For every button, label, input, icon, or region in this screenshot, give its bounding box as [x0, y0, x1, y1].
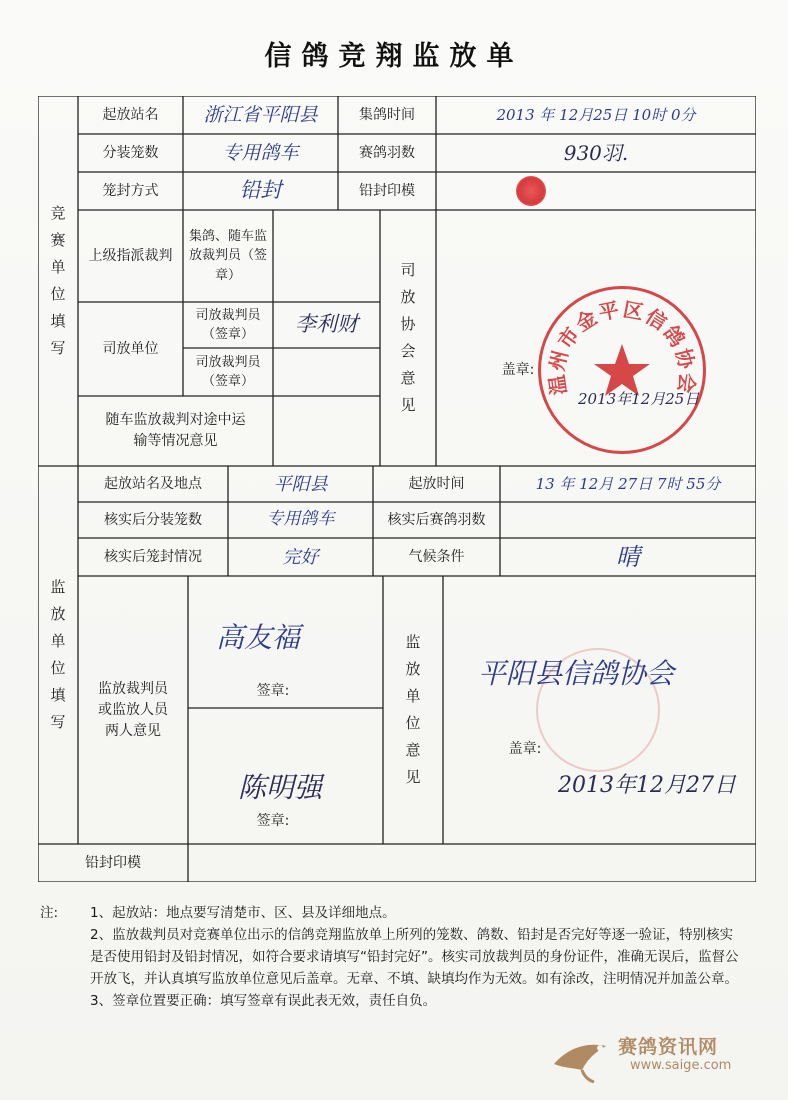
release-unit-label: 司放单位	[102, 340, 159, 357]
verified-cages-value: 专用鸽车	[266, 509, 335, 530]
release-judge-2-sign-field[interactable]	[273, 348, 380, 396]
collection-time-field[interactable]	[436, 96, 756, 134]
vertical-label-char: 司	[400, 261, 416, 279]
vertical-label-char: 写	[50, 713, 66, 731]
vertical-label-char: 位	[50, 659, 66, 677]
final-seal-label: 铅封印模	[85, 854, 141, 871]
note-item: 2、监放裁判员对竞赛单位出示的信鸽竞翔监放单上所列的笼数、鸽数、铅封是否完好等逐一验证，特别核实是否使用铅封及铅封情况，如符合要求请填写“铅封完好”。核实司放裁判员的身份证件，准确无误后，监督公开放飞，并认真填写监放单位意见后盖章。无章、不填、缺填均作为无效。如有涂改，注明情况并加盖公章。	[90, 927, 739, 987]
association-seal-graphic	[538, 286, 706, 454]
vertical-label-char: 见	[405, 768, 421, 786]
release-judge-1-sign-field[interactable]	[273, 302, 380, 348]
vertical-label-char: 会	[400, 342, 416, 360]
seal-method-value: 铅封	[239, 178, 282, 203]
vertical-label-char: 竞	[50, 204, 66, 222]
weather-value: 晴	[616, 543, 640, 571]
notes-lead: 注:	[40, 905, 59, 921]
transport-opinion-label: 随车监放裁判对途中运输等情况意见	[105, 412, 246, 449]
collection-time-value: 2013 年 12月25日 10时 0分	[496, 105, 696, 124]
vertical-label-char: 单	[50, 258, 66, 276]
vertical-label-char: 单	[50, 632, 66, 650]
vertical-label-char: 见	[400, 396, 416, 414]
watermark-url: www.saige.com	[630, 1058, 732, 1073]
vertical-label-char: 监	[405, 633, 421, 651]
vertical-label-char: 写	[50, 339, 66, 357]
vertical-label-char: 赛	[50, 231, 66, 249]
site-watermark	[548, 1018, 758, 1088]
vertical-label-char: 位	[405, 714, 421, 732]
vertical-label-char: 放	[405, 660, 421, 678]
vertical-label-char: 放	[400, 288, 416, 306]
supervision-form	[38, 96, 756, 882]
unit-opinion-value: 平阳县信鸽协会	[478, 657, 675, 690]
unit-opinion-label	[383, 576, 443, 844]
pigeon-logo-icon	[548, 1018, 618, 1088]
vertical-label-char: 单	[405, 687, 421, 705]
vertical-label-char: 位	[50, 285, 66, 303]
assigned-judge-label: 上级指派裁判	[88, 247, 173, 264]
packaging-field[interactable]	[183, 134, 338, 172]
vertical-label-char: 填	[50, 686, 66, 704]
verified-seal-field[interactable]	[228, 538, 373, 576]
seal-method-label: 笼封方式	[102, 182, 159, 199]
vertical-label-char: 意	[400, 369, 416, 387]
association-date: 2013年12月25日	[578, 390, 700, 408]
judge-2-sign-label: 签章:	[256, 812, 290, 829]
verified-seal-value: 完好	[282, 546, 319, 568]
release-time-field[interactable]	[500, 466, 756, 502]
vertical-label-char: 放	[50, 605, 66, 623]
judge-2-signature: 陈明强	[238, 771, 323, 804]
document-title: 信鸽竞翔监放单	[264, 41, 524, 72]
release-judge-1-label: 司放裁判员（签章）	[195, 307, 261, 342]
verified-cages-field[interactable]	[228, 502, 373, 538]
escort-judge-label: 集鸽、随车监放裁判员（签章）	[188, 228, 267, 283]
weather-label: 气候条件	[408, 548, 465, 565]
transport-opinion-field[interactable]	[273, 396, 380, 466]
vertical-label-char: 监	[50, 578, 66, 596]
station-place-value: 平阳县	[273, 473, 328, 495]
packaging-value: 专用鸽车	[222, 141, 299, 164]
seal-method-field[interactable]	[183, 172, 338, 210]
note-item: 3、签章位置要正确：填写签章有误此表无效，责任自负。	[90, 993, 437, 1009]
weather-field[interactable]	[500, 538, 756, 576]
note-item: 1、起放站：地点要写清楚市、区、县及详细地点。	[90, 905, 396, 921]
supervision-unit-section-label	[38, 466, 78, 844]
vertical-label-char: 协	[400, 315, 416, 333]
pigeon-count-label: 赛鸽羽数	[359, 144, 415, 161]
association-seal	[538, 286, 706, 454]
seal-imprint-label: 铅封印模	[359, 182, 415, 199]
judge-1-signature: 高友福	[216, 621, 301, 654]
watermark-name: 赛鸽资讯网	[618, 1036, 719, 1058]
lead-seal-imprint	[516, 176, 546, 206]
judges-opinion-label: 监放裁判员或监放人员两人意见	[98, 680, 168, 739]
packaging-label: 分装笼数	[102, 144, 159, 161]
verified-count-label: 核实后赛鸽羽数	[387, 511, 486, 528]
vertical-label-char: 填	[50, 312, 66, 330]
station-place-label: 起放站名及地点	[104, 475, 202, 492]
verified-seal-label: 核实后笼封情况	[104, 548, 202, 565]
unit-date: 2013年12月27日	[558, 773, 736, 798]
verified-count-field[interactable]	[500, 502, 756, 538]
unit-sign-label: 盖章:	[508, 740, 542, 757]
escort-judge-sign-field[interactable]	[273, 210, 380, 302]
release-station-value: 浙江省平阳县	[203, 103, 318, 126]
station-place-field[interactable]	[228, 466, 373, 502]
verified-cages-label: 核实后分装笼数	[104, 511, 202, 528]
judge-1-sign-label: 签章:	[256, 682, 290, 699]
notes-list	[90, 902, 740, 1012]
release-judge-2-label: 司放裁判员（签章）	[195, 354, 261, 389]
release-time-label: 起放时间	[408, 475, 465, 492]
race-unit-section-label	[38, 96, 78, 466]
collection-time-label: 集鸽时间	[359, 106, 415, 123]
seal-imprint-field[interactable]	[436, 172, 756, 210]
release-station-label: 起放站名	[102, 106, 159, 123]
association-opinion-label	[380, 210, 436, 466]
pigeon-count-value: 930羽.	[563, 141, 629, 165]
release-time-value: 13 年 12月 27日 7时 55分	[535, 474, 721, 493]
svg-text:温州市金平区信鸽协会: 温州市金平区信鸽协会	[544, 297, 700, 397]
association-sign-label: 盖章:	[501, 361, 535, 378]
pigeon-count-field[interactable]	[436, 134, 756, 172]
release-judge-1-signature: 李利财	[295, 312, 358, 337]
final-seal-field[interactable]	[188, 844, 756, 882]
release-station-field[interactable]	[183, 96, 338, 134]
vertical-label-char: 意	[405, 741, 421, 759]
